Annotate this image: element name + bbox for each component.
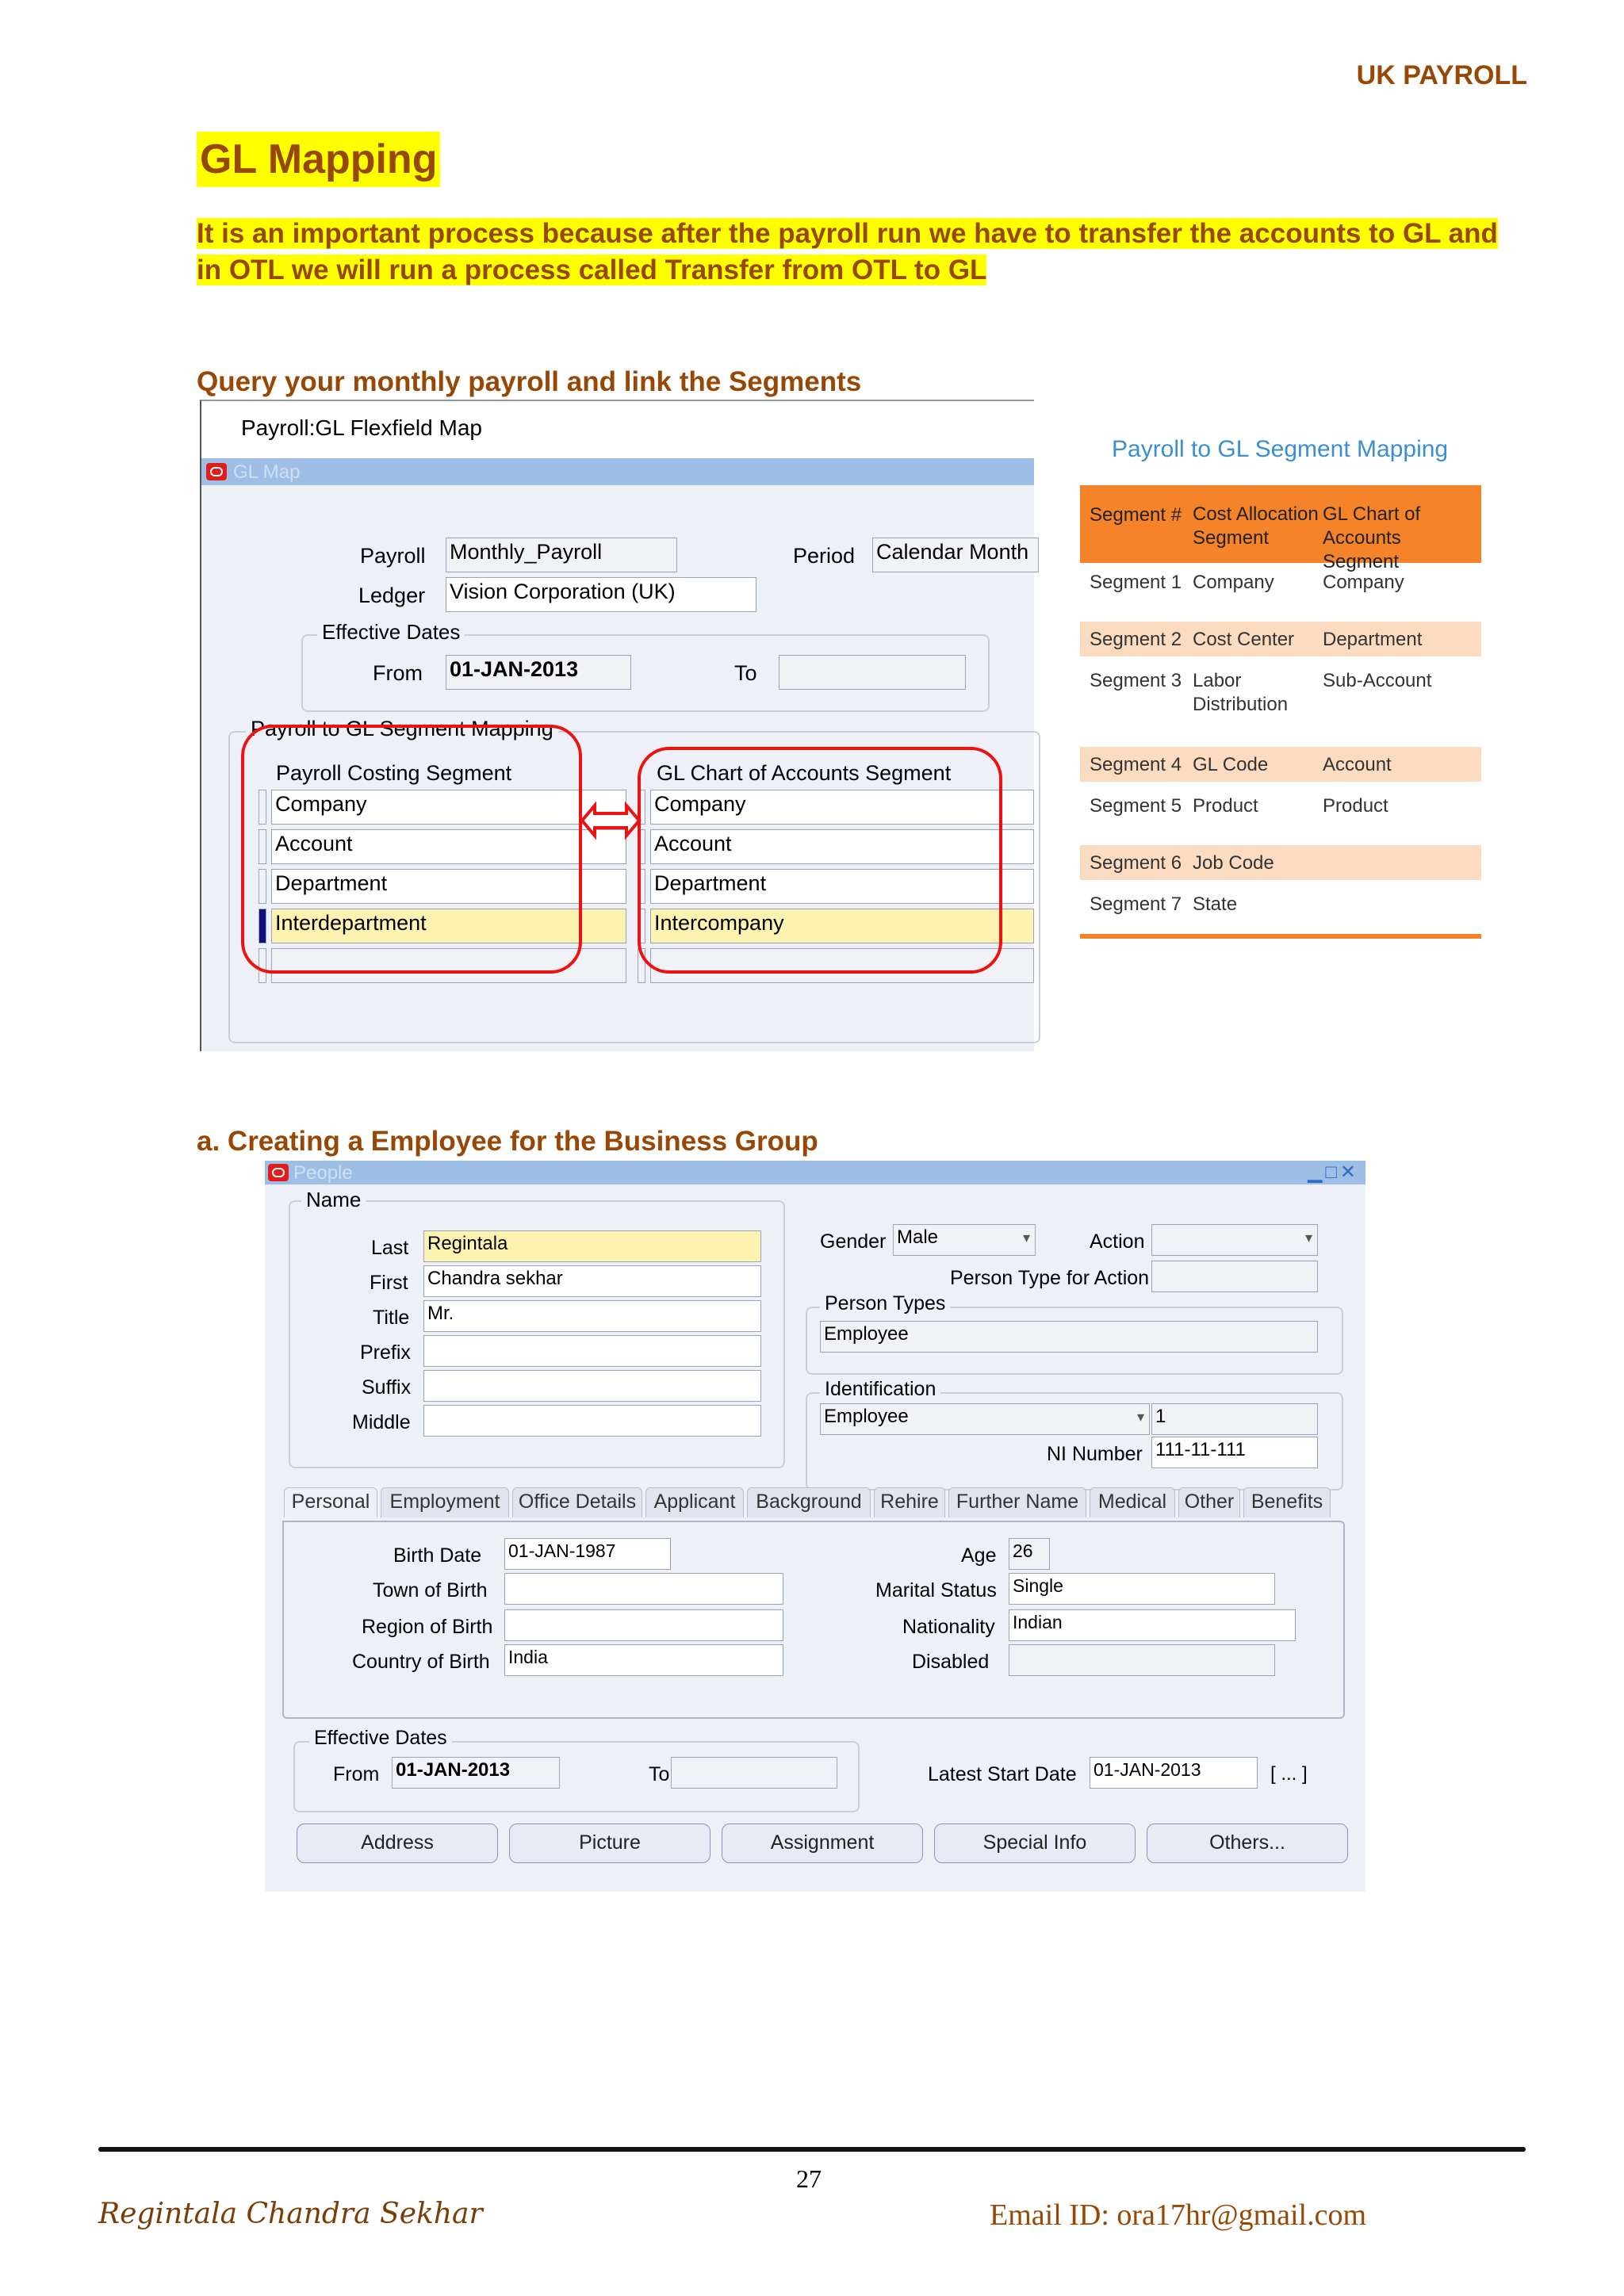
gl-header: GL Chart of Accounts Segment <box>657 761 952 785</box>
latest-start-date-field[interactable]: 01-JAN-2013 <box>1090 1757 1258 1789</box>
tab-background[interactable]: Background <box>747 1487 871 1517</box>
tab-rehire[interactable]: Rehire <box>874 1487 945 1517</box>
disabled-label: Disabled <box>912 1651 990 1673</box>
gl-segment-field[interactable]: Intercompany <box>650 909 1034 943</box>
section-heading-employee: a. Creating a Employee for the Business Group <box>197 1126 818 1157</box>
ni-number-label: NI Number <box>1047 1443 1143 1465</box>
tab-other[interactable]: Other <box>1178 1487 1240 1517</box>
chevron-down-icon: ▾ <box>1136 1409 1144 1425</box>
costing-segment-field[interactable]: Department <box>271 869 626 904</box>
costing-segment-field[interactable]: Account <box>271 829 626 864</box>
birth-date-label: Birth Date <box>393 1544 482 1567</box>
mapping-table-row <box>1080 622 1481 656</box>
suffix-label: Suffix <box>362 1376 412 1399</box>
intro-paragraph <box>197 216 1522 289</box>
tab-benefits[interactable]: Benefits <box>1243 1487 1331 1517</box>
tab-employment[interactable]: Employment <box>381 1487 509 1517</box>
footer-rule <box>98 2147 1526 2152</box>
mapping-table-cell: Segment 7 <box>1090 894 1182 915</box>
from-date-field[interactable]: 01-JAN-2013 <box>446 655 631 690</box>
ni-number-field[interactable]: 111-11-111 <box>1151 1437 1318 1468</box>
glmap-window-header <box>201 401 1034 457</box>
name-group-title: Name <box>301 1188 366 1212</box>
people-to-field[interactable] <box>671 1757 837 1789</box>
chevron-down-icon: ▾ <box>1304 1230 1312 1246</box>
people-from-field[interactable]: 01-JAN-2013 <box>392 1757 560 1789</box>
mapping-table-cell: Cost Center <box>1193 629 1295 650</box>
mapping-table-row <box>1080 886 1481 934</box>
gender-select[interactable] <box>893 1224 1036 1256</box>
chevron-down-icon: ▾ <box>1022 1230 1030 1246</box>
mapping-table-row <box>1080 788 1481 836</box>
costing-segment-field[interactable]: Interdepartment <box>271 909 626 943</box>
mapping-table-cell: GL Code <box>1193 754 1269 775</box>
prefix-field[interactable] <box>423 1335 761 1367</box>
identification-value: Employee <box>824 1406 909 1427</box>
prefix-label: Prefix <box>360 1341 411 1364</box>
mapping-table-title: Payroll to GL Segment Mapping <box>1112 436 1449 462</box>
mapping-table-cell: Job Code <box>1193 852 1274 874</box>
page-title: GL Mapping <box>197 132 440 187</box>
mapping-table-cell: Segment 1 <box>1090 572 1182 593</box>
glmap-titlebar[interactable] <box>201 458 1034 485</box>
footer-author-signature: Regintala Chandra Sekhar <box>98 2198 483 2230</box>
mt-header-gl: GL Chart of Accounts Segment <box>1323 503 1421 572</box>
nationality-field[interactable]: Indian <box>1009 1609 1296 1641</box>
annotation-box-costing <box>241 725 582 974</box>
glmap-body <box>201 485 1034 1051</box>
oracle-logo-icon <box>268 1164 289 1181</box>
region-of-birth-label: Region of Birth <box>362 1616 493 1638</box>
country-of-birth-label: Country of Birth <box>352 1651 490 1673</box>
intro-text: It is an important process because after the payroll run we have to transfer the accounts to GL and in OTL we will run a process called Transfer from OTL to GL <box>197 218 1498 285</box>
gender-value: Male <box>897 1226 939 1248</box>
identification-select[interactable] <box>820 1403 1150 1435</box>
mapping-table-cell: Sub-Account <box>1323 670 1432 691</box>
glmap-window-label: Payroll:GL Flexfield Map <box>241 415 482 440</box>
country-of-birth-field[interactable]: India <box>504 1644 783 1676</box>
tab-medical[interactable]: Medical <box>1090 1487 1175 1517</box>
tab-personal[interactable]: Personal <box>284 1487 377 1517</box>
glmap-titlebar-text: GL Map <box>233 461 301 483</box>
first-name-field[interactable]: Chandra sekhar <box>423 1265 761 1297</box>
mapping-table-cell: Company <box>1193 572 1274 593</box>
identification-number-field[interactable]: 1 <box>1151 1403 1318 1435</box>
people-from-label: From <box>333 1763 380 1785</box>
ledger-field[interactable]: Vision Corporation (UK) <box>446 577 756 612</box>
mapping-table-cell: Account <box>1323 754 1392 775</box>
section-heading-query: Query your monthly payroll and link the Segments <box>197 366 862 397</box>
header-right: UK PAYROLL <box>1356 60 1527 90</box>
mapping-table-cell: Product <box>1193 795 1258 817</box>
annotation-box-gl <box>638 747 1002 974</box>
action-select[interactable] <box>1151 1224 1318 1256</box>
period-label: Period <box>793 544 856 568</box>
disabled-field[interactable] <box>1009 1644 1275 1676</box>
period-field[interactable]: Calendar Month <box>872 538 1039 572</box>
oracle-logo-icon <box>206 463 227 480</box>
gl-segment-field[interactable]: Company <box>650 790 1034 825</box>
tab-further-name[interactable]: Further Name <box>948 1487 1086 1517</box>
payroll-label: Payroll <box>360 544 426 568</box>
title-label: Title <box>373 1307 410 1329</box>
assignment-button[interactable]: Assignment <box>722 1823 923 1863</box>
to-date-field[interactable] <box>779 655 966 690</box>
mapping-table-cell: Segment 5 <box>1090 795 1182 817</box>
mt-header-cost: Cost Allocation Segment <box>1193 503 1319 549</box>
person-type-for-action-field[interactable] <box>1151 1261 1318 1292</box>
suffix-field[interactable] <box>423 1370 761 1402</box>
people-titlebar-text: People <box>293 1162 353 1184</box>
tab-office-details[interactable]: Office Details <box>512 1487 642 1517</box>
mapping-table-cell: Company <box>1323 572 1404 593</box>
last-name-field[interactable]: Regintala <box>423 1230 761 1262</box>
ledger-label: Ledger <box>358 584 426 607</box>
nationality-label: Nationality <box>902 1616 995 1638</box>
special-info-button[interactable]: Special Info <box>934 1823 1136 1863</box>
mapping-table-bottom-rule <box>1080 934 1481 939</box>
middle-field[interactable] <box>423 1405 761 1437</box>
people-window <box>265 1161 1365 1892</box>
personal-tab-panel <box>282 1521 1345 1719</box>
action-label: Action <box>1090 1230 1145 1253</box>
mapping-table-row <box>1080 747 1481 782</box>
payroll-field[interactable]: Monthly_Payroll <box>446 538 677 572</box>
mapping-table-row <box>1080 663 1481 736</box>
mapping-table-cell: Segment 4 <box>1090 754 1182 775</box>
effective-dates-title: Effective Dates <box>317 620 465 645</box>
mapping-table-header <box>1080 485 1481 572</box>
latest-start-date-label: Latest Start Date <box>928 1763 1077 1785</box>
mapping-table-cell: Product <box>1323 795 1388 817</box>
to-label: To <box>734 661 757 685</box>
gender-label: Gender <box>820 1230 887 1253</box>
tab-applicant[interactable]: Applicant <box>645 1487 744 1517</box>
person-type-field[interactable]: Employee <box>820 1321 1318 1353</box>
footer-email: Email ID: ora17hr@gmail.com <box>990 2198 1367 2232</box>
mapping-table-cell: Labor Distribution <box>1193 670 1289 715</box>
region-of-birth-field[interactable] <box>504 1609 783 1641</box>
age-label: Age <box>961 1544 997 1567</box>
town-of-birth-label: Town of Birth <box>373 1579 488 1601</box>
people-titlebar[interactable] <box>265 1161 1365 1184</box>
people-body <box>265 1184 1365 1892</box>
from-label: From <box>373 661 423 685</box>
mapping-table-cell: Segment 2 <box>1090 629 1182 650</box>
first-label: First <box>370 1272 408 1294</box>
identification-title: Identification <box>820 1378 940 1401</box>
mapping-table-cell: Department <box>1323 629 1423 650</box>
page-number: 27 <box>796 2164 822 2193</box>
mapping-table-cell: Segment 3 <box>1090 670 1182 691</box>
person-types-title: Person Types <box>820 1292 950 1315</box>
costing-segment-field[interactable]: Company <box>271 790 626 825</box>
birth-date-field[interactable]: 01-JAN-1987 <box>504 1538 671 1570</box>
marital-status-label: Marital Status <box>875 1579 997 1601</box>
mt-header-segment: Segment # <box>1090 504 1182 526</box>
person-type-for-action-label: Person Type for Action <box>950 1267 1150 1289</box>
others-button[interactable]: Others... <box>1147 1823 1348 1863</box>
gl-segment-field[interactable]: Department <box>650 869 1034 904</box>
title-field[interactable]: Mr. <box>423 1300 761 1332</box>
mapping-table-row <box>1080 845 1481 880</box>
gl-segment-field[interactable]: Account <box>650 829 1034 864</box>
glmap-window <box>200 400 1034 1051</box>
mapping-table-cell: State <box>1193 894 1238 915</box>
people-to-label: To <box>649 1763 670 1785</box>
double-arrow-icon <box>579 801 642 840</box>
window-controls-icon[interactable]: ▁□✕ <box>1307 1161 1359 1183</box>
ellipsis-button[interactable]: [ ... ] <box>1270 1763 1308 1785</box>
marital-status-field[interactable]: Single <box>1009 1573 1275 1605</box>
mapping-table-cell: Segment 6 <box>1090 852 1182 874</box>
costing-header: Payroll Costing Segment <box>276 761 512 785</box>
middle-label: Middle <box>352 1411 411 1433</box>
people-effective-dates-title: Effective Dates <box>309 1727 452 1750</box>
mapping-group-title: Payroll to GL Segment Mapping <box>246 717 558 741</box>
address-button[interactable]: Address <box>297 1823 498 1863</box>
mapping-table-row <box>1080 564 1481 612</box>
town-of-birth-field[interactable] <box>504 1573 783 1605</box>
age-field[interactable]: 26 <box>1009 1538 1050 1570</box>
last-label: Last <box>371 1237 409 1259</box>
picture-button[interactable]: Picture <box>509 1823 710 1863</box>
